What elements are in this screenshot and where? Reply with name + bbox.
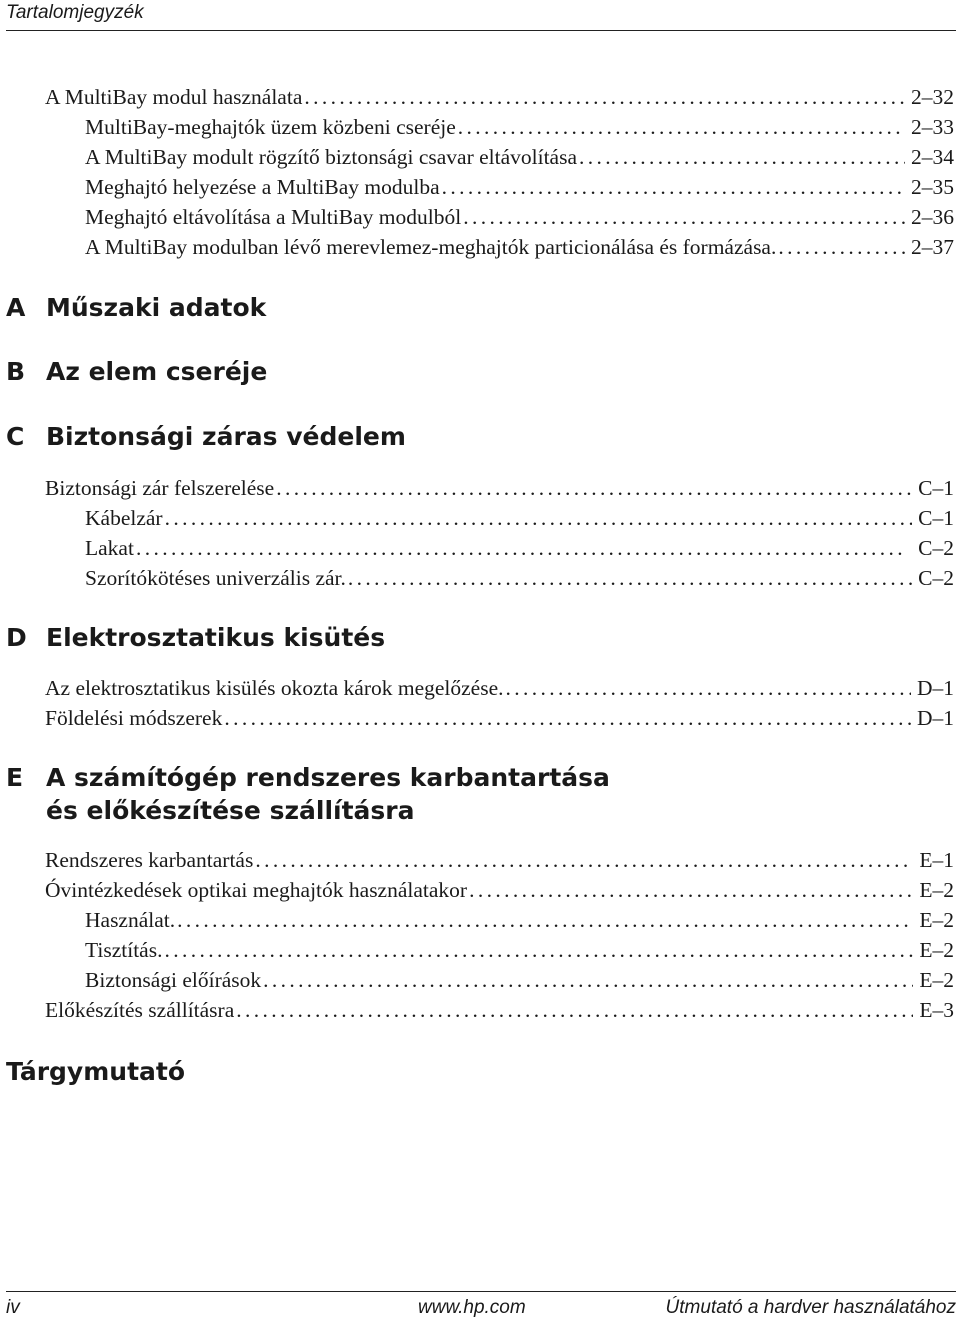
toc-entry-text: MultiBay-meghajtók üzem közbeni cseréje	[85, 115, 456, 139]
toc-entry[interactable]	[85, 503, 954, 533]
dot-leader	[506, 673, 911, 703]
toc-entry[interactable]	[45, 82, 954, 112]
toc-entry-page: 2–33	[911, 115, 954, 139]
toc-entry-text: Előkészítés szállításra	[45, 998, 235, 1022]
dot-leader	[442, 172, 905, 202]
dot-leader	[263, 965, 913, 995]
toc-entry[interactable]	[85, 533, 954, 563]
dot-leader	[255, 845, 913, 875]
toc-entry-page: C–2	[918, 566, 954, 590]
footer-url[interactable]: www.hp.com	[418, 1297, 526, 1318]
dot-leader	[463, 202, 905, 232]
toc-entry-text: Szorítókötéses univerzális zár.	[85, 566, 346, 590]
toc-entry[interactable]	[85, 965, 954, 995]
footer-rule	[6, 1291, 956, 1292]
dot-leader	[177, 905, 913, 935]
toc-entry[interactable]	[45, 875, 954, 905]
chapter-letter: C	[6, 422, 25, 451]
toc-entry-page: E–1	[919, 848, 954, 872]
chapter-title: Elektrosztatikus kisütés	[46, 623, 386, 652]
toc-entry-text: Rendszeres karbantartás	[45, 848, 254, 872]
running-header: Tartalomjegyzék	[6, 2, 144, 23]
chapter-heading-e[interactable]	[6, 762, 906, 828]
toc-entry[interactable]	[85, 142, 954, 172]
toc-entry-text: Kábelzár	[85, 506, 163, 530]
dot-leader	[224, 703, 911, 733]
toc-entry-page: E–2	[919, 908, 954, 932]
toc-entry[interactable]	[45, 473, 954, 503]
chapter-letter: A	[6, 293, 26, 322]
dot-leader	[165, 503, 913, 533]
toc-entry-text: Használat.	[85, 908, 176, 932]
toc-entry-text: Meghajtó eltávolítása a MultiBay modulból	[85, 205, 462, 229]
toc-entry-text: Tisztítás.	[85, 938, 163, 962]
toc-entry-page: E–2	[919, 938, 954, 962]
dot-leader	[469, 875, 913, 905]
footer-guide-title: Útmutató a hardver használatához	[665, 1297, 956, 1318]
toc-entry[interactable]	[45, 703, 954, 733]
toc-entry-page: E–2	[919, 878, 954, 902]
toc-entry[interactable]	[45, 845, 954, 875]
dot-leader	[778, 232, 905, 262]
toc-entry-page: C–1	[918, 506, 954, 530]
toc-entry[interactable]	[85, 232, 954, 262]
toc-entry-text: Az elektrosztatikus kisülés okozta károk megelőzése.	[45, 676, 504, 700]
toc-entry[interactable]	[85, 172, 954, 202]
chapter-heading-a[interactable]	[6, 292, 906, 326]
toc-entry-page: 2–36	[911, 205, 954, 229]
toc-entry[interactable]	[85, 202, 954, 232]
toc-entry[interactable]	[45, 995, 954, 1025]
toc-entry-text: Meghajtó helyezése a MultiBay modulba	[85, 175, 440, 199]
toc-entry[interactable]	[45, 673, 954, 703]
dot-leader	[136, 533, 912, 563]
toc-entry-page: 2–32	[911, 85, 954, 109]
dot-leader	[164, 935, 913, 965]
dot-leader	[276, 473, 912, 503]
toc-entry-text: A MultiBay modult rögzítő biztonsági csavar eltávolítása	[85, 145, 578, 169]
toc-entry-page: 2–34	[911, 145, 954, 169]
toc-entry-text: Lakat	[85, 536, 134, 560]
chapter-letter: D	[6, 623, 27, 652]
chapter-heading-b[interactable]	[6, 356, 906, 390]
chapter-title: Műszaki adatok	[46, 293, 267, 322]
index-heading[interactable]	[6, 1056, 406, 1090]
dot-leader	[236, 995, 913, 1025]
toc-entry-text: Biztonsági zár felszerelése	[45, 476, 275, 500]
toc-entry-page: C–2	[918, 536, 954, 560]
chapter-letter: E	[6, 763, 24, 792]
dot-leader	[348, 563, 912, 593]
toc-entry-page: E–3	[919, 998, 954, 1022]
chapter-heading-c[interactable]	[6, 421, 906, 455]
chapter-title-line-2: és előkészítése szállításra	[46, 796, 415, 825]
header-rule	[6, 30, 956, 31]
dot-leader	[579, 142, 905, 172]
dot-leader	[304, 82, 905, 112]
toc-entry-text: A MultiBay modulban lévő merevlemez-meghajtók particionálása és formázása.	[85, 235, 777, 259]
toc-entry-text: Biztonsági előírások	[85, 968, 262, 992]
footer-page-number: iv	[6, 1297, 20, 1318]
toc-entry-page: 2–37	[911, 235, 954, 259]
toc-entry-text: A MultiBay modul használata	[45, 85, 303, 109]
toc-entry-page: E–2	[919, 968, 954, 992]
chapter-title: Biztonsági záras védelem	[46, 422, 406, 451]
chapter-letter: B	[6, 357, 26, 386]
toc-entry-page: D–1	[916, 706, 954, 730]
toc-entry-text: Földelési módszerek	[45, 706, 223, 730]
toc-entry-text: Óvintézkedések optikai meghajtók használatakor	[45, 878, 468, 902]
toc-entry-page: D–1	[916, 676, 954, 700]
dot-leader	[458, 112, 905, 142]
toc-entry[interactable]	[85, 935, 954, 965]
toc-entry-page: C–1	[918, 476, 954, 500]
chapter-heading-d[interactable]	[6, 622, 906, 656]
chapter-title-line-1: A számítógép rendszeres karbantartása	[46, 763, 610, 792]
toc-entry[interactable]	[85, 563, 954, 593]
toc-entry[interactable]	[85, 112, 954, 142]
chapter-title: Az elem cseréje	[46, 357, 268, 386]
index-title: Tárgymutató	[6, 1057, 186, 1086]
toc-entry-page: 2–35	[911, 175, 954, 199]
toc-entry[interactable]	[85, 905, 954, 935]
